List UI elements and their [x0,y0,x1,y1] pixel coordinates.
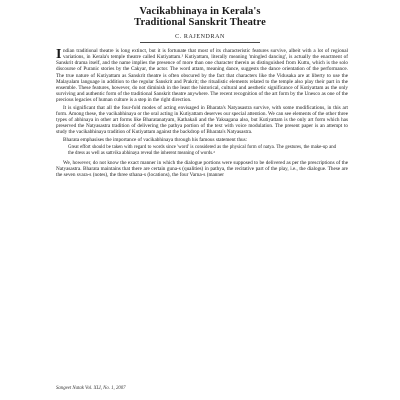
paragraph-4: We, however, do not know the exact manner in which the dialogue portions were supposed to be delivered as per the prescriptions of the Natyasastra. Bharata maintains that there are certain guna-s (qualities) in pathya, the recitative part of the play, i.e., the dialogue. These are the seven svara-s (notes), the three sthana-s (locations), the four Varna-s (manner [56,159,348,178]
title-rule [140,42,260,43]
article-title-line-2: Traditional Sanskrit Theatre [134,17,266,28]
article-author: C. RAJENDRAN [175,34,225,40]
journal-footer: Sangeet Natak Vol. XLI, No. 1, 2007 [56,386,126,391]
article-title [0,6,400,28]
article-body [56,48,348,179]
paragraph-3: Bharata emphasises the importance of vacikabhinaya through his famous statement thus: [63,136,248,143]
article-title-line-1: Vacikabhinaya in Kerala's [139,6,261,17]
paragraph-2: It is significant that all the four-fold modes of acting envisaged in Bharata's Natyasastra survive, with some modifications, in this art form. Among these, the vacikabhinaya or the oral acting in Kutiyattam deserves our special attention. We can see elements of the other three types of abhinaya in other art forms like Bharatanatyam, Kathakali and the Yaksagana also, but Kutiyattam is the only art form which has preserved the Natyasastra tradition of delivering the pathya portion of the text with voice modulation. The present paper is an attempt to study the vacikabhinaya tradition of Kutiyattam against the backdrop of Bharata's Natyasastra. [56,104,348,136]
block-quote: Great effort should be taken with regard to words since 'word' is considered as the physical form of natya. The gestures, the make-up and the dress as well as sattvika abhinaya reveal the inherent meaning of words.² [68,144,336,156]
paragraph-1-text: ndian traditional theatre is long extinct, but it is fortunate that most of its characteristic features survive, albeit with a lot of regional variations, in Kerala's temple theatre called Kutiyattam.¹ Kutiyattam, literally meaning 'mingled dancing', is actually the enactment of Sanskrit drama itself, and the name implies the presence of more than one character therein as distinguished from Kuttu, which is the solo discourse of Puranic stories by the Cakyar, the actor. The word attam, meaning dance, suggests the dance orientation of the performance. The true nature of Kutiyattam as Sanskrit theatre is often obscured by the fact that characters like the Vidusaka are at liberty to use the Malayalam language in addition to the regular Sanskrit and Prakrit; the ritualistic elements related to the temple also play their part in the ensemble. These features, however, do not diminish in the least the historical, cultural and aesthetic significance of Kutiyattam as the only surviving and authentic form of the traditional Sanskrit theatre anywhere. The recent recognition of the art form by the Unesco as one of the precious legacies of human culture is a step in the right direction. [56,48,348,104]
paragraph-1 [56,48,348,103]
drop-cap: I [56,46,62,62]
